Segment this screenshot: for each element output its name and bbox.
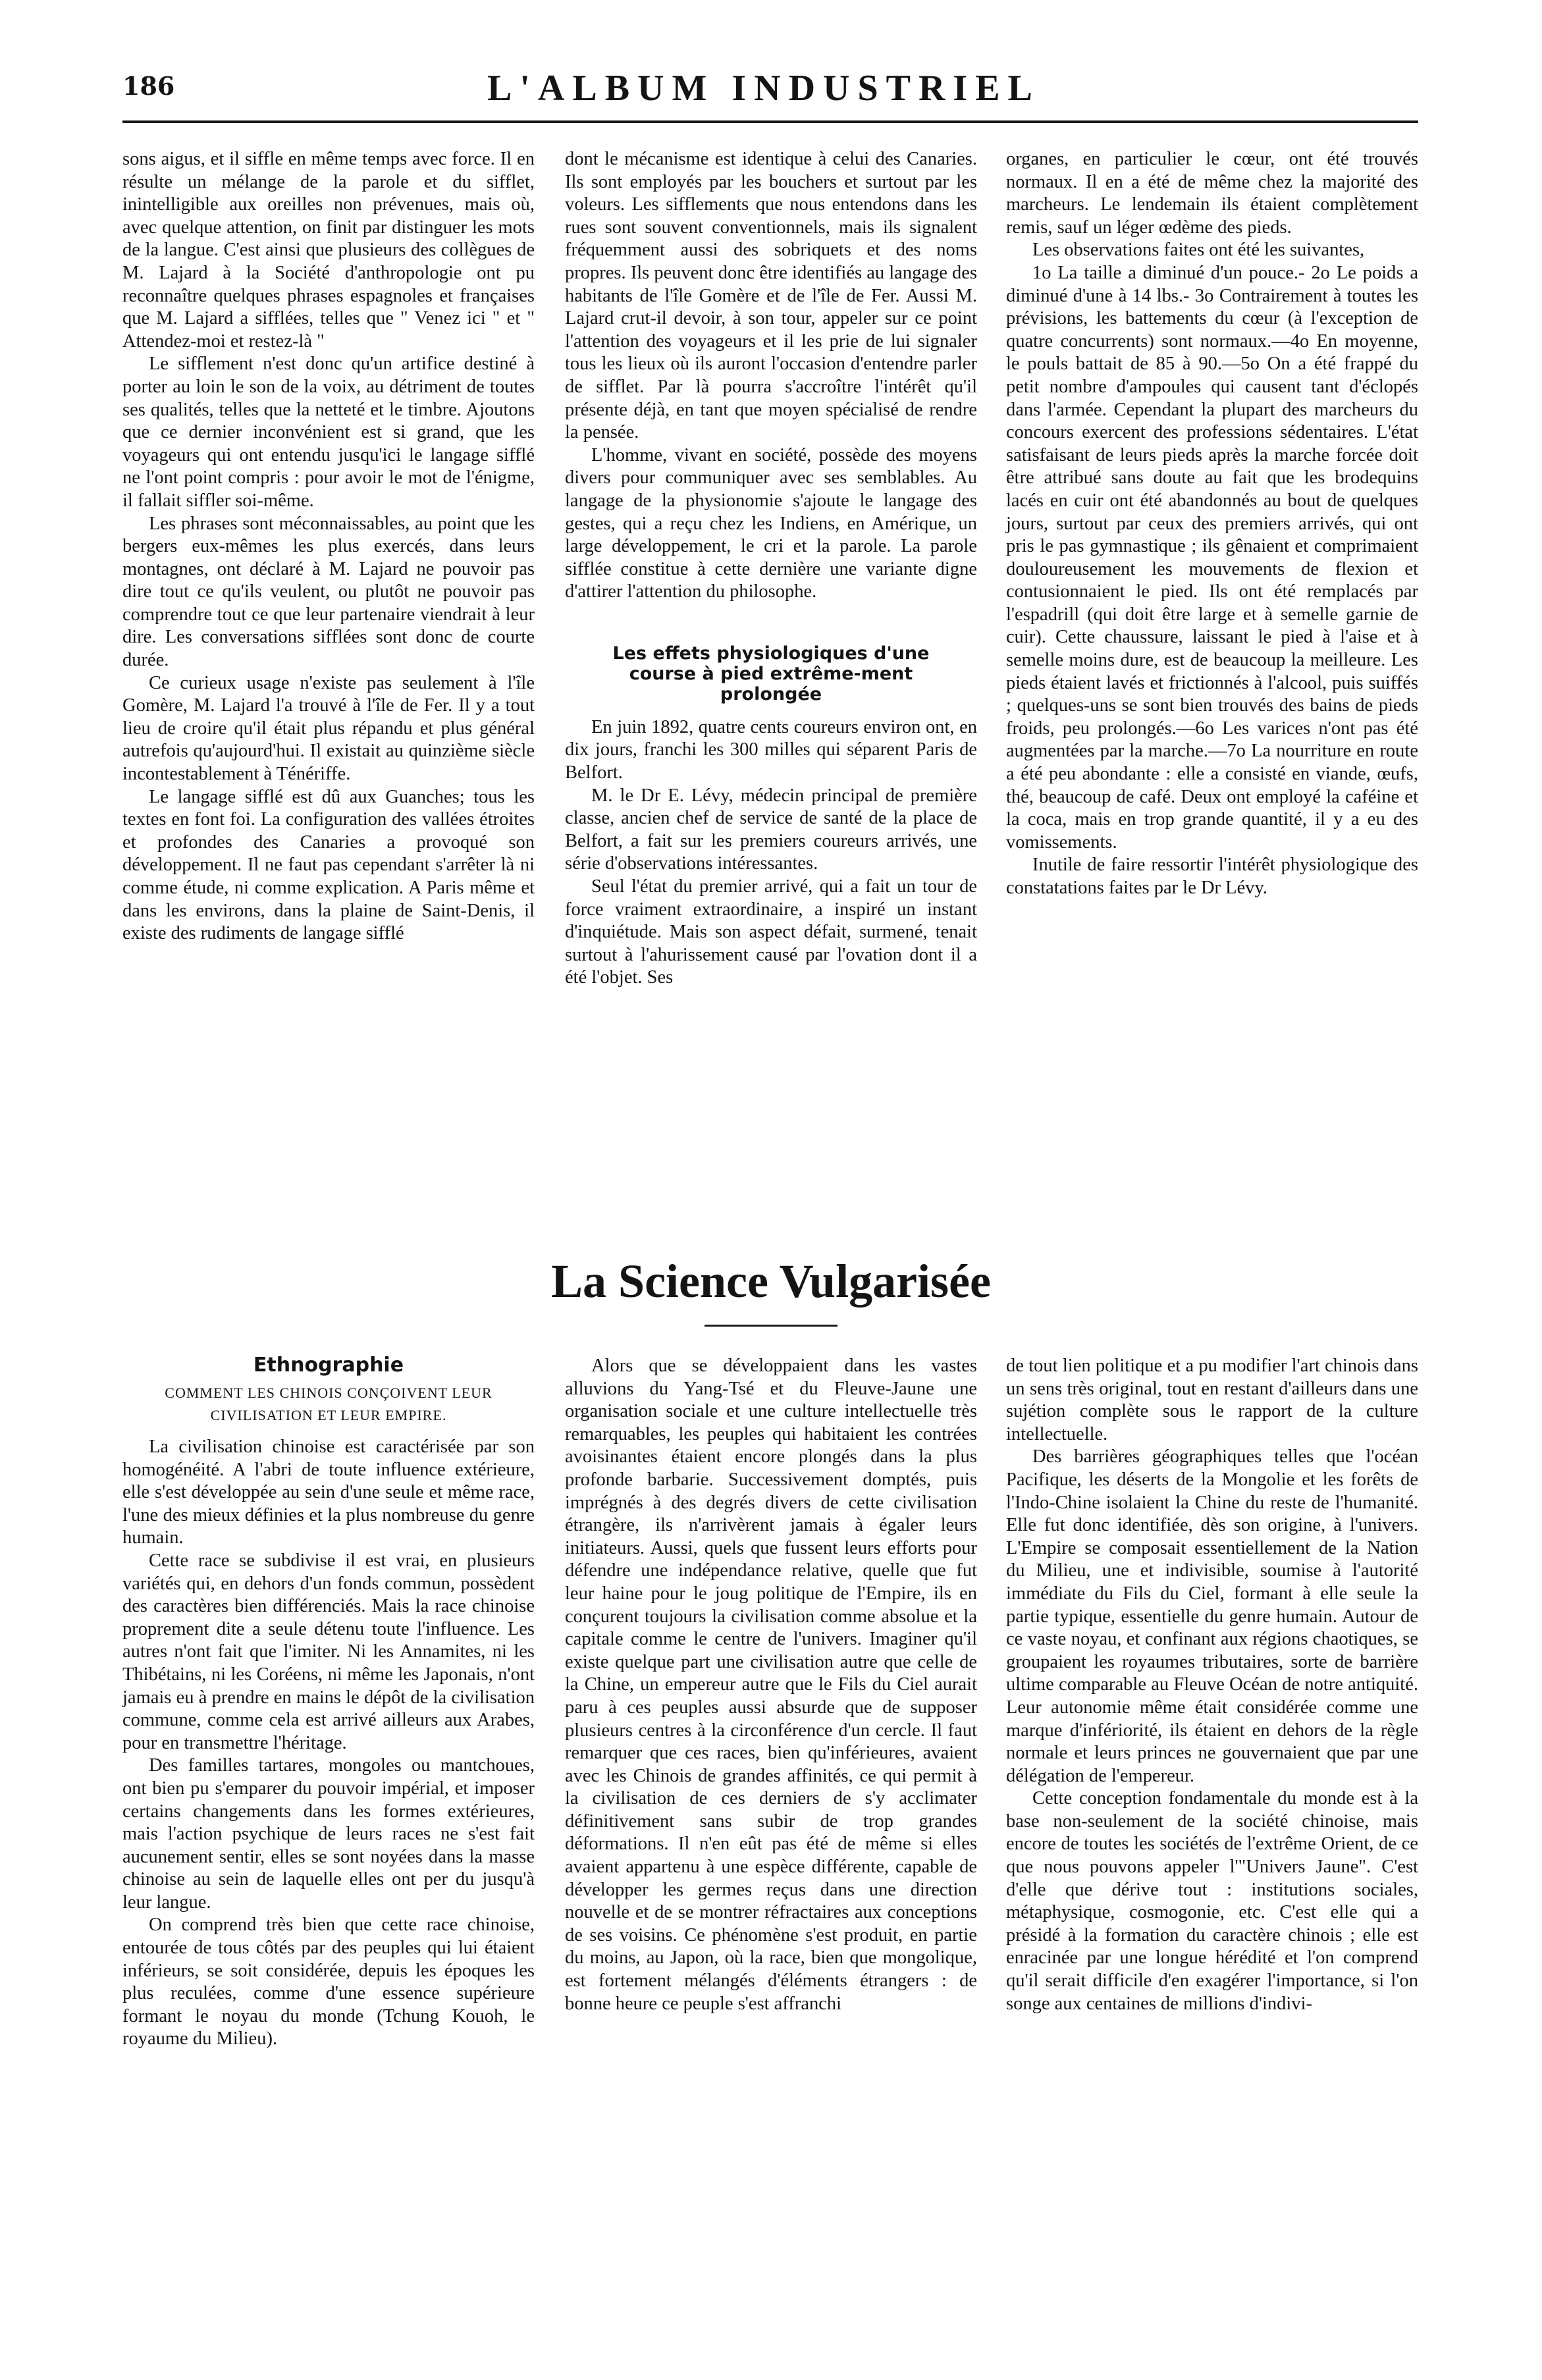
bottom-column-3 xyxy=(1006,1355,1418,2015)
rubric-heading-ethnographie: Ethnographie xyxy=(253,1354,404,1377)
paragraph: M. le Dr E. Lévy, médecin principal de première classe, ancien chef de service de santé de la place de Belfort, a fait sur les premiers coureurs arrivés, une série d'observations intéressantes. xyxy=(565,785,977,874)
paragraph: Ce curieux usage n'existe pas seulement à l'île Gomère, M. Lajard l'a trouvé à l'île de Fer. Il y a tout lieu de croire qu'il était plus répandu et plus général autrefois qu'aujourd'hui. Il existait au quinzième siècle incontestablement à Ténériffe. xyxy=(122,672,535,785)
section-title-rule xyxy=(705,1325,837,1327)
paragraph: de tout lien politique et a pu modifier l'art chinois dans un sens très original, tout en restant d'ailleurs dans une sujétion complète sous le rapport de la culture intellectuelle. xyxy=(1006,1356,1418,1444)
page-number: 186 xyxy=(122,71,175,101)
paragraph: Seul l'état du premier arrivé, qui a fait un tour de force vraiment extraordinaire, a inspiré un instant d'inquiétude. Mais son aspect défait, surmené, tenait surtout à l'ahurissement causé par l'ovation dont il a été l'objet. Ses xyxy=(565,876,977,988)
paragraph: Inutile de faire ressortir l'intérêt physiologique des constatations faites par le Dr Lévy. xyxy=(1006,855,1418,898)
paragraph: Cette race se subdivise il est vrai, en plusieurs variétés qui, en dehors d'un fonds commun, possèdent des caractères bien différenciés. Mais la race chinoise proprement dite a seule détenu toute l'influence. Les autres n'ont fait que l'imiter. Ni les Annamites, ni les Thibétains, ni les Coréens, ni même les Japonais, n'ont jamais eu à prendre en mains le dépôt de la civilisation commune, comme cela est arrivé ailleurs aux Arabes, pour en transmettre l'héritage. xyxy=(122,1550,535,1753)
section-title: La Science Vulgarisée xyxy=(551,1255,991,1308)
paragraph: Les phrases sont méconnaissables, au point que les bergers eux-mêmes les plus exercés, dans leurs montagnes, ont déclaré à M. Lajard ne pouvoir pas dire tout ce qu'ils veulent, ou plutôt ne pouvoir pas comprendre tout ce que leur partenaire viendrait à leur dire. Les conversations sifflées sont donc de courte durée. xyxy=(122,513,535,671)
paragraph: Le sifflement n'est donc qu'un artifice destiné à porter au loin le son de la voix, au détriment de toutes ses qualités, telles que la netteté et le timbre. Ajoutons que ce dernier inconvénient est si grand, que les voyageurs qui ont entendu jusqu'ici le langage sifflé ne l'ont point compris : pour avoir le mot de l'énigme, il fallait siffler soi-même. xyxy=(122,354,535,511)
top-column-3 xyxy=(1006,148,1418,900)
paragraph: Des barrières géographiques telles que l'océan Pacifique, les déserts de la Mongolie et les forêts de l'Indo-Chine isolaient la Chine du reste de l'humanité. Elle fut donc identifiée, dès son origine, à l'univers. L'Empire se composait essentiellement de la Nation du Milieu, une et indivisible, soumise à l'autorité immédiate du Fils du Ciel, formant à elle seule la partie typique, essentielle du genre humain. Autour de ce vaste noyau, et confinant aux régions chaotiques, se groupaient les royaumes tributaires, sorte de barrière ultime comparable au Fleuve Océan de notre antiquité. Leur autonomie même était considérée comme une marque d'infériorité, ils étaient en dehors de la règle normale et leurs princes ne gouvernaient que par une délégation de l'empereur. xyxy=(1006,1446,1418,1786)
header-rule xyxy=(122,120,1418,123)
paragraph: Cette conception fondamentale du monde est à la base non-seulement de la société chinoise, mais encore de toutes les sociétés de l'extrême Orient, de ce que nous pouvons appeler l'"Univers Jaune". C'est d'elle que dérive tout : institutions sociales, métaphysique, cosmogonie, etc. C'est elle qui a présidé à la formation du caractère chinois ; elle est enracinée par une longue hérédité et l'on comprend qu'il serait difficile d'en exagérer l'importance, si l'on songe aux centaines de millions d'indivi- xyxy=(1006,1788,1418,2014)
paragraph: Le langage sifflé est dû aux Guanches; tous les textes en font foi. La configuration des vallées étroites et profondes des Canaries a provoqué son développement. Il ne faut pas cependant s'arrêter là ni comme étude, ni comme explication. A Paris même et dans les environs, dans la plaine de Saint-Denis, il existe des rudiments de langage sifflé xyxy=(122,786,535,944)
paragraph: La civilisation chinoise est caractérisée par son homogénéité. A l'abri de toute influence extérieure, elle s'est développée au sein d'une seule et même race, l'une des mieux définies et la plus nombreuse du genre humain. xyxy=(122,1437,535,1548)
paragraph: sons aigus, et il siffle en même temps avec force. Il en résulte un mélange de la parole et du sifflet, inintelligible aux oreilles non prévenues, mais où, avec quelque attention, on finit par distinguer les mots de la langue. C'est ainsi que plusieurs des collègues de M. Lajard à la Société d'anthropologie ont pu reconnaître quelques phrases espagnoles et françaises que M. Lajard a sifflées, telles que " Venez ici " et " Attendez-moi et restez-là " xyxy=(122,149,535,352)
top-column-1 xyxy=(122,148,535,945)
paragraph: Les observations faites ont été les suivantes, xyxy=(1032,240,1365,261)
paragraph: Alors que se développaient dans les vastes alluvions du Yang-Tsé et du Fleuve-Jaune une organisation sociale et une culture intellectuelle très remarquables, les peuples qui habitaient les contrées avoisinantes étaient encore plongés dans la plus profonde barbarie. Successivement domptés, puis imprégnés à des degrés divers de cette civilisation étrangère, ils n'arrivèrent jamais à égaler leurs initiateurs. Aussi, quels que fussent leurs efforts pour défendre une indépendance relative, quelle que fut leur haine pour le joug politique de l'Empire, ils en conçurent toujours la civilisation comme absolue et la capitale comme le centre de l'univers. Imaginer qu'il existe quelque part une civilisation autre que celle de la Chine, un empereur autre que le Fils du Ciel aurait paru à ces peuples aussi absurde que de supposer plusieurs centres à la circonférence d'un cercle. Il faut remarquer que ces races, bien qu'inférieures, avaient avec les Chinois de grandes affinités, ce qui permit à la civilisation de ces derniers de s'y acclimater définitivement sans subir de trop grandes déformations. Il n'en eût pas été de même si elles avaient appartenu à une espèce différente, capable de développer les germes reçus dans une direction nouvelle et de se montrer réfractaires aux conceptions de ses voisins. Ce phénomène s'est produit, en partie du moins, au Japon, où la race, bien que mongolique, est fortement mélangés d'éléments étrangers : de bonne heure ce peuple s'est affranchi xyxy=(565,1356,977,2014)
running-title: L'ALBUM INDUSTRIEL xyxy=(487,68,1040,109)
top-column-2 xyxy=(565,148,977,990)
bottom-column-1 xyxy=(122,1355,535,2051)
paragraph: dont le mécanisme est identique à celui des Canaries. Ils sont employés par les bouchers et surtout par les voleurs. Les sifflements que nous entendons dans les rues sont souvent conventionnels, mais ils signalent fréquemment aussi des sobriquets et des noms propres. Ils peuvent donc être identifiés au langage des habitants de l'île Gomère et de l'île de Fer. Aussi M. Lajard crut-il devoir, à son tour, appeler sur ce point l'attention des voyageurs et il les prie de lui signaler tous les lieux où ils auront l'occasion d'entendre parler de sifflet. Par là pourra s'accroître l'intérêt qu'il présente déjà, en tant que moyen spécialisé de rendre la pensée. xyxy=(565,149,977,443)
paragraph: Des familles tartares, mongoles ou mantchoues, ont bien pu s'emparer du pouvoir impérial, et imposer certains changements dans les formes extérieures, mais l'action psychique de leurs races ne s'est fait aucunement sentir, elles se sont noyées dans la masse chinoise au sein de laquelle elles ont per du jusqu'à leur langue. xyxy=(122,1755,535,1913)
bottom-column-2 xyxy=(565,1355,977,2015)
paragraph: L'homme, vivant en société, possède des moyens divers pour communiquer avec ses semblables. Au langage de la physionomie s'ajoute le langage des gestes, qui a reçu chez les Indiens, en Amérique, un large développement, le cri et la parole. La parole sifflée constitue à cette dernière une variante digne d'attirer l'attention du philosophe. xyxy=(565,444,977,602)
article-heading-course-a-pied: Les effets physiologiques d'une course à pied extrême-ment prolongée xyxy=(612,643,930,704)
paragraph: On comprend très bien que cette race chinoise, entourée de tous côtés par des peuples qui lui étaient inférieurs, se soit considérée, depuis les époques les plus reculées, comme d'une essence supérieure formant le noyau du monde (Tchung Kouoh, le royaume du Milieu). xyxy=(122,1915,535,2049)
article-subheading: COMMENT LES CHINOIS CONÇOIVENT LEUR CIVILISATION ET LEUR EMPIRE. xyxy=(165,1385,492,1423)
paragraph: 1o La taille a diminué d'un pouce.- 2o Le poids a diminué d'une à 14 lbs.- 3o Contrairement à toutes les prévisions, les battements du cœur (à l'exception de quatre concurrents) sont normaux.—4o En moyenne, le pouls battait de 85 à 90.—5o On a été frappé du petit nombre d'ampoules qui causent tant d'éclopés dans l'armée. Cependant la plupart des marcheurs du concours exercent des professions sédentaires. L'état satisfaisant de leurs pieds après la marche forcée doit être attribué sans doute au fait que les brodequins lacés en cuir ont été abandonnés au bout de quelques jours, surtout par ceux des premiers arrivés, qui ont pris le pas gymnastique ; ils gênaient et comprimaient douloureusement les mouvements de flexion et contusionnaient le pied. Ils ont été remplacés par l'espadrill (qui doit être large et à semelle garnie de cuir). Cette chaussure, laissant le pied à l'aise et à semelle moins dure, est de beaucoup la meilleure. Les pieds étaient lavés et frictionnés à l'alcool, puis suiffés ; quelques-uns se sont bien trouvés des bains de pieds froids, peu prolongés.—6o Les varices n'ont pas été augmentées par la marche.—7o La nourriture en route a été peu abondante : elle a consisté en viande, œufs, thé, beaucoup de café. Deux ont employé la caféine et la coca, mais en trop grande quantité, il y a eu des vomissements. xyxy=(1006,262,1418,853)
paragraph: En juin 1892, quatre cents coureurs environ ont, en dix jours, franchi les 300 milles qui séparent Paris de Belfort. xyxy=(565,716,977,783)
paragraph: organes, en particulier le cœur, ont été trouvés normaux. Il en a été de même chez la majorité des marcheurs. Le lendemain ils étaient complètement remis, sauf un léger œdème des pieds. xyxy=(1006,149,1418,238)
